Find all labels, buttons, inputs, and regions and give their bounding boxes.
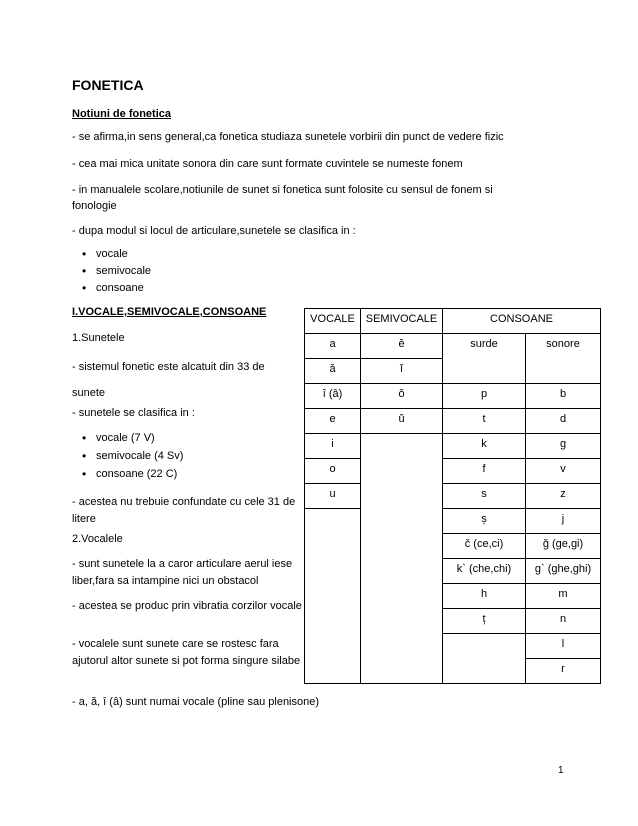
- section-title: I.VOCALE,SEMIVOCALE,CONSOANE: [72, 306, 267, 318]
- table-cell: ğ (ge,gi): [526, 534, 601, 559]
- table-cell: z: [526, 484, 601, 509]
- section-subtitle: Notiuni de fonetica: [72, 108, 171, 120]
- table-cell: i: [305, 434, 361, 459]
- table-cell: ș: [443, 509, 526, 534]
- table-cell: d: [526, 409, 601, 434]
- table-cell: p: [443, 384, 526, 409]
- list-item-semivocale-4: • semivocale (4 Sv): [96, 450, 183, 462]
- table-cell: r: [526, 659, 601, 684]
- table-cell: o: [305, 459, 361, 484]
- list-item-semivocale: • semivocale: [96, 265, 151, 277]
- phonetic-table: [304, 308, 601, 684]
- page-number: 1: [558, 765, 564, 776]
- table-cell: s: [443, 484, 526, 509]
- page-title: FONETICA: [72, 77, 144, 93]
- intro-line-5: - dupa modul si locul de articulare,sunetele se clasifica in :: [72, 225, 356, 237]
- header-vocale: VOCALE: [305, 309, 361, 334]
- table-cell: u: [305, 484, 361, 509]
- list-item-vocale: • vocale: [96, 248, 128, 260]
- table-cell: ĕ: [361, 334, 443, 359]
- table-cell: ț: [443, 609, 526, 634]
- list-item-consoane: • consoane: [96, 282, 144, 294]
- table-cell: č (ce,ci): [443, 534, 526, 559]
- table-cell: b: [526, 384, 601, 409]
- table-cell: t: [443, 409, 526, 434]
- table-cell: ĭ: [361, 359, 443, 384]
- intro-line-4: fonologie: [72, 200, 117, 212]
- table-cell: n: [526, 609, 601, 634]
- table-cell: k: [443, 434, 526, 459]
- table-cell: m: [526, 584, 601, 609]
- heading-sunetele: 1.Sunetele: [72, 332, 125, 344]
- subheader-surde: surde: [443, 334, 526, 384]
- paragraph-clasifica: - sunetele se clasifica in :: [72, 407, 195, 419]
- table-empty-cell: [305, 509, 361, 684]
- table-cell: j: [526, 509, 601, 534]
- table-cell: î (â): [305, 384, 361, 409]
- table-cell: ŭ: [361, 409, 443, 434]
- table-cell: ă: [305, 359, 361, 384]
- table-cell: a: [305, 334, 361, 359]
- paragraph-silabe: - vocalele sunt sunete care se rostesc fara ajutorul altor sunete si pot forma singure silabe: [72, 638, 301, 667]
- subheader-sonore: sonore: [526, 334, 601, 384]
- table-cell: ŏ: [361, 384, 443, 409]
- table-cell: k` (che,chi): [443, 559, 526, 584]
- table-empty-cell: [443, 634, 526, 684]
- table-cell: e: [305, 409, 361, 434]
- table-cell: g` (ghe,ghi): [526, 559, 601, 584]
- intro-line-2: - cea mai mica unitate sonora din care sunt formate cuvintele se numeste fonem: [72, 158, 463, 170]
- table-cell: h: [443, 584, 526, 609]
- heading-vocalele: 2.Vocalele: [72, 533, 123, 545]
- intro-line-1: - se afirma,in sens general,ca fonetica studiaza sunetele vorbirii din punct de vedere fizic: [72, 131, 504, 143]
- paragraph-litere: - acestea nu trebuie confundate cu cele 31 de litere: [72, 496, 296, 525]
- paragraph-articulare: - sunt sunetele la a caror articulare aerul iese liber,fara sa intampine nici un obstacol: [72, 558, 293, 587]
- list-item-vocale-7: • vocale (7 V): [96, 432, 155, 444]
- list-item-consoane-22: • consoane (22 C): [96, 468, 177, 480]
- table-cell: v: [526, 459, 601, 484]
- header-semivocale: SEMIVOCALE: [361, 309, 443, 334]
- paragraph-vocale-pline: - a, ă, î (â) sunt numai vocale (pline sau plenisone): [72, 696, 320, 708]
- table-empty-cell: [361, 434, 443, 684]
- table-cell: g: [526, 434, 601, 459]
- paragraph-vibratia: - acestea se produc prin vibratia corzilor vocale: [72, 600, 302, 612]
- header-consoane: CONSOANE: [443, 309, 601, 334]
- table-cell: l: [526, 634, 601, 659]
- table-cell: f: [443, 459, 526, 484]
- paragraph-sistem: - sistemul fonetic este alcatuit din 33 de sunete: [72, 361, 265, 399]
- intro-line-3: - in manualele scolare,notiunile de sunet si fonetica sunt folosite cu sensul de fonem si: [72, 184, 493, 196]
